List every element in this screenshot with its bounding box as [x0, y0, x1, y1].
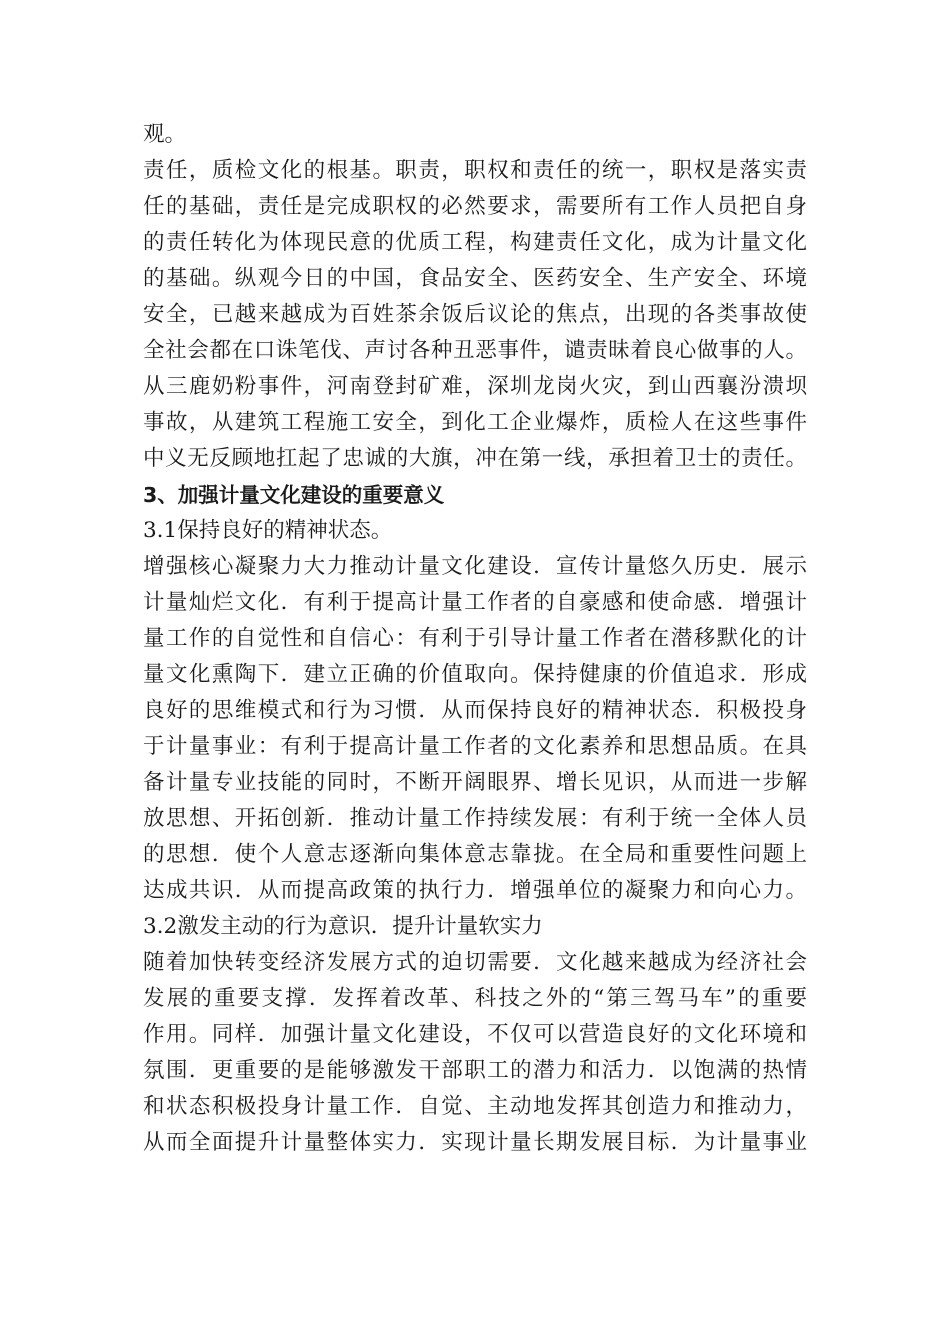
text-line: 量文化熏陶下．建立正确的价值取向。保持健康的价值追求．形成 [143, 662, 807, 687]
text-line: 责任，质检文化的根基。职责，职权和责任的统一，职权是落实责 [143, 158, 807, 183]
text-line: 观。 [143, 122, 187, 147]
text-line: 氛围．更重要的是能够激发干部职工的潜力和活力．以饱满的热情 [143, 1058, 807, 1083]
text-line: 增强核心凝聚力大力推动计量文化建设．宣传计量悠久历史．展示 [143, 554, 807, 579]
text-line: 的思想．使个人意志逐渐向集体意志靠拢。在全局和重要性问题上 [143, 842, 807, 867]
text-line: 备计量专业技能的同时，不断开阔眼界、增长见识，从而进一步解 [143, 770, 807, 795]
text-line: 的责任转化为体现民意的优质工程，构建责任文化，成为计量文化 [143, 230, 807, 255]
text-line: 作用。同样．加强计量文化建设，不仅可以营造良好的文化环境和 [143, 1022, 807, 1047]
text-line: 良好的思维模式和行为习惯．从而保持良好的精神状态．积极投身 [143, 698, 807, 723]
text-line: 于计量事业：有利于提高计量工作者的文化素养和思想品质。在具 [143, 734, 807, 759]
text-line: 任的基础，责任是完成职权的必然要求，需要所有工作人员把自身 [143, 194, 807, 219]
text-line: 的基础。纵观今日的中国，食品安全、医药安全、生产安全、环境 [143, 266, 807, 291]
text-line: 从而全面提升计量整体实力．实现计量长期发展目标．为计量事业 [143, 1130, 807, 1155]
subsection-heading: 3.1保持良好的精神状态。 [143, 518, 393, 543]
text-line: 达成共识．从而提高政策的执行力．增强单位的凝聚力和向心力。 [143, 878, 807, 903]
text-line: 事故，从建筑工程施工安全，到化工企业爆炸，质检人在这些事件 [143, 410, 807, 435]
text-line: 中义无反顾地扛起了忠诚的大旗，冲在第一线，承担着卫士的责任。 [143, 446, 807, 471]
text-line: 安全，已越来越成为百姓茶余饭后议论的焦点，出现的各类事故使 [143, 302, 807, 327]
subsection-heading: 3.2激发主动的行为意识．提升计量软实力 [143, 914, 543, 939]
text-line: 全社会都在口诛笔伐、声讨各种丑恶事件，谴责昧着良心做事的人。 [143, 338, 807, 363]
text-line: 随着加快转变经济发展方式的迫切需要．文化越来越成为经济社会 [143, 950, 807, 975]
text-line: 计量灿烂文化．有利于提高计量工作者的自豪感和使命感．增强计 [143, 590, 807, 615]
text-line: 和状态积极投身计量工作．自觉、主动地发挥其创造力和推动力， [143, 1094, 807, 1119]
section-heading: 3、加强计量文化建设的重要意义 [143, 483, 445, 507]
text-line: 放思想、开拓创新．推动计量工作持续发展：有利于统一全体人员 [143, 806, 807, 831]
document-body [143, 117, 807, 1161]
text-line: 从三鹿奶粉事件，河南登封矿难，深圳龙岗火灾，到山西襄汾溃坝 [143, 374, 807, 399]
text-line: 量工作的自觉性和自信心：有利于引导计量工作者在潜移默化的计 [143, 626, 807, 651]
text-line: 发展的重要支撑．发挥着改革、科技之外的“第三驾马车”的重要 [143, 986, 807, 1011]
